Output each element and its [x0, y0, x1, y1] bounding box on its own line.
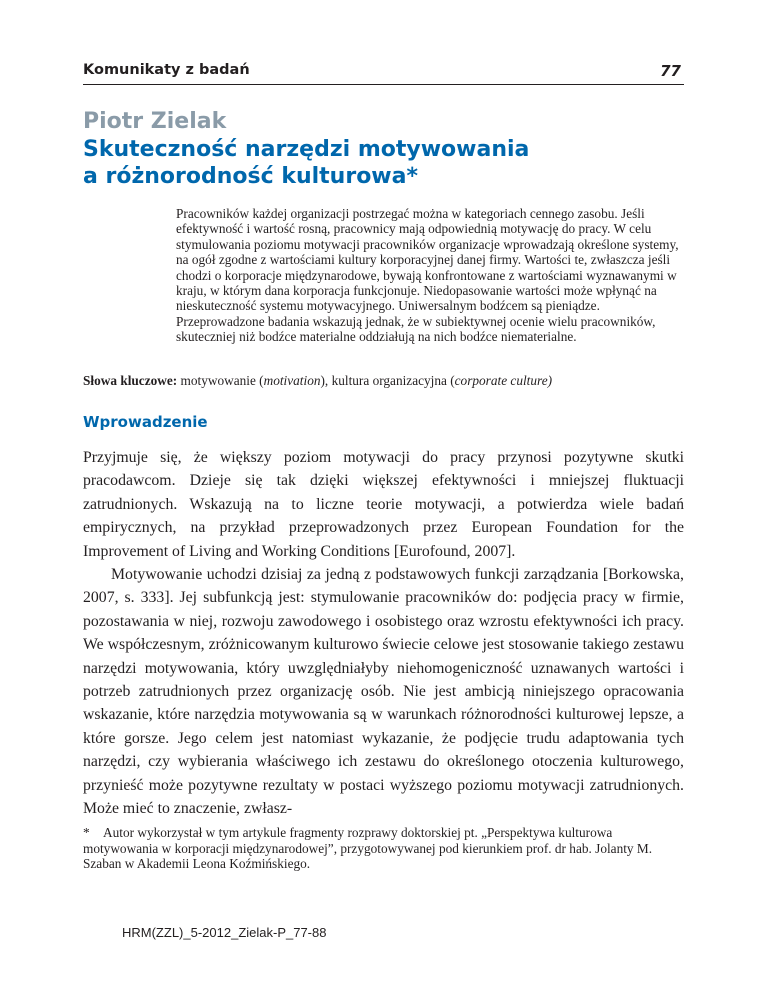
keywords-label: Słowa kluczowe: [83, 373, 178, 388]
keyword-2-en: corporate culture) [454, 373, 553, 388]
paragraph-2: Motywowanie uchodzi dzisiaj za jedną z podstawowych funkcji zarządzania [Borkowska, 2007, s. 333]. Jej subfunkcją jest: stymulowanie pracowników do: podjęcia pracy w firmie, pozostawania w niej, rozwoju zawodowego i osobistego oraz wzrostu efektywności ich pracy. We współczesnym, zróżnicowanym kulturowo świecie celowe jest stosowanie takiego zestawu narzędzi motywowania, który uwzględniałyby niehomogeniczność uznawanych wartości i potrzeb zatrudnionych przez organizację osób. Nie jest ambicją niniejszego opracowania wskazanie, które narzędzia motywowania są w warunkach różnorodności kulturowej lepsze, a które gorsze. Jego celem jest natomiast wykazanie, że podjęcie trudu adaptowania tych narzędzi, czy wybierania właściwego ich zestawu do określonego otoczenia kulturowego, przynieść może pozytywne rezultaty w postaci wyższego poziomu motywacji zatrudnionych. Może mieć to znaczenie, zwłasz- [83, 566, 684, 818]
section-heading: Wprowadzenie [83, 413, 208, 431]
footnote-text: Autor wykorzystał w tym artykule fragmenty rozprawy doktorskiej pt. „Perspektywa kulturowa motywowania w korporacji międzynarodowej”, przygotowywanej pod kierunkiem prof. dr hab. Jolanty M. Szaban w Akademii Leona Koźmińskiego. [83, 825, 653, 871]
title-line-2: a różnorodność kulturowa* [83, 163, 418, 189]
running-header-section: Komunikaty z badań [83, 62, 250, 78]
author-name: Piotr Zielak [83, 109, 227, 134]
footnote-mark: * [83, 825, 90, 840]
body-text [83, 446, 684, 821]
keywords [83, 373, 684, 389]
title-line-1: Skuteczność narzędzi motywowania [83, 137, 530, 162]
abstract: Pracowników każdej organizacji postrzegać można w kategoriach cennego zasobu. Jeśli efektywność i wartość rosną, pracownicy mają odpowiednią motywację do pracy. W celu stymulowania poziomu motywacji pracowników organizacje wprowadzają określone systemy, na ogół zgodne z wartościami kultury korporacyjnej danej firmy. Wartości te, zwłaszcza jeśli chodzi o korporacje międzynarodowe, bywają konfrontowane z wartościami wyznawanymi w kraju, w którym dana korporacja funkcjonuje. Niedopasowanie wartości może wpłynąć na nieskuteczność systemu motywacyjnego. Uniwersalnym bodźcem są pieniądze. Przeprowadzone badania wskazują jednak, że w subiektywnej ocenie wielu pracowników, skuteczniej niż bodźce materialne oddziałują na nich bodźce niematerialne. [176, 206, 679, 345]
page-number: 77 [660, 62, 681, 80]
header-rule [83, 84, 684, 85]
keyword-2: ), kultura organizacyjna ( [320, 373, 455, 388]
article-title [83, 137, 693, 190]
footnote [83, 825, 684, 872]
keyword-1-en: motivation [263, 373, 321, 388]
print-slug: HRM(ZZL)_5-2012_Zielak-P_77-88 [122, 925, 327, 940]
paragraph-1: Przyjmuje się, że większy poziom motywacji do pracy przynosi pozytywne skutki pracodawcom. Dzieje się tak dzięki większej efektywności i mniejszej fluktuacji zatrudnionych. Wskazują na to liczne teorie motywacji, a potwierdza wiele badań empirycznych, na przykład przeprowadzonych przez European Foundation for the Improvement of Living and Working Conditions [Eurofound, 2007]. [83, 449, 684, 560]
keyword-1: motywowanie ( [180, 373, 264, 388]
